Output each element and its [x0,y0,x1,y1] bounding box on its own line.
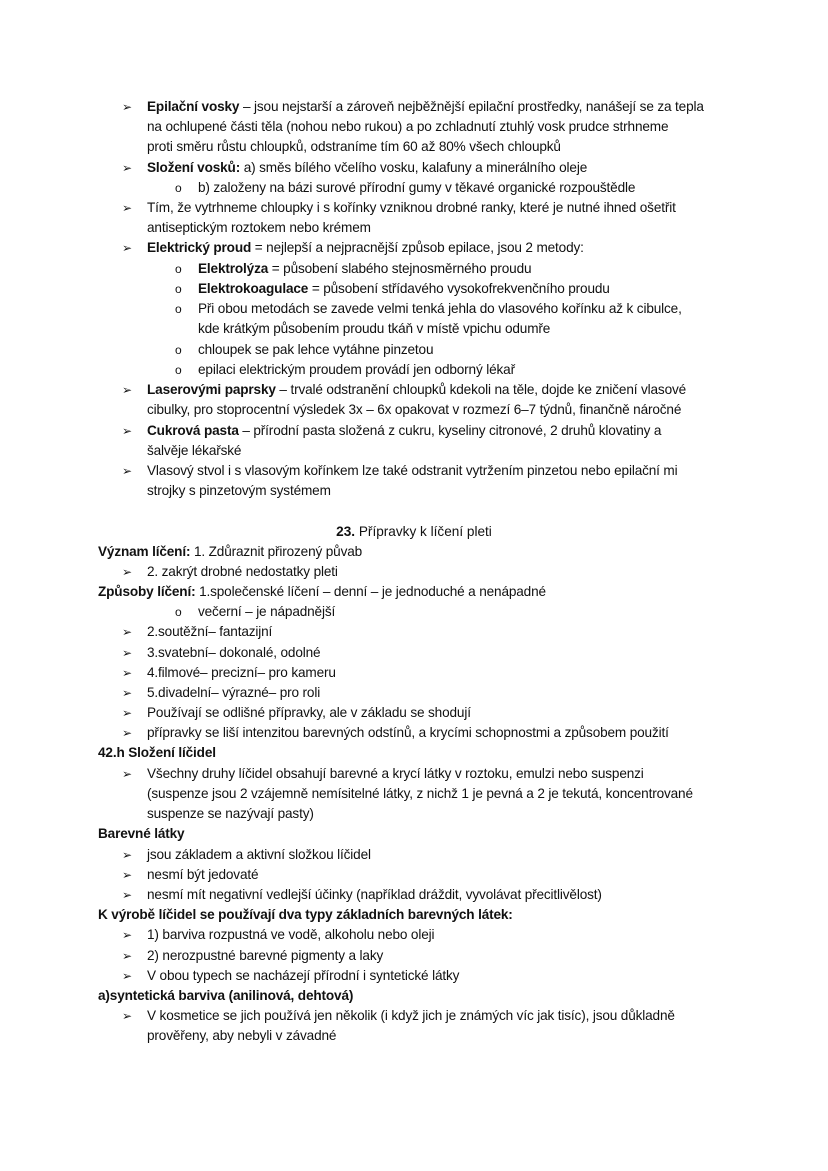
item-text: a) směs bílého včelího vosku, kalafuny a minerálního oleje [240,160,588,175]
list-item: 3.svatební– dokonalé, odolné [147,645,321,660]
list-item [147,238,584,258]
list-item: nesmí mít negativní vedlejší účinky (například dráždit, vyvolávat přecitlivělost) [147,887,602,902]
list-item-continuation: (suspenze jsou 2 vzájemně nemísitelné látky, z nichž 1 je pevná a 2 je tekutá, koncentrované [147,786,693,801]
subheading: a)syntetická barviva (anilinová, dehtová) [98,988,354,1003]
sub-list-item: Při obou metodách se zavede velmi tenká jehla do vlasového kořínku až k cibulce, [198,301,682,316]
arrow-bullet-icon: ➢ [122,767,133,781]
label: Význam líčení: [98,544,191,559]
sub-list-item [198,279,610,299]
label-text: 1.společenské líčení – denní – je jednoduché a nenápadné [195,584,546,599]
list-item: 5.divadelní– výrazné– pro roli [147,685,321,700]
sub-list-item: epilaci elektrickým proudem provádí jen odborný lékař [198,362,515,377]
list-item: 4.filmové– precizní– pro kameru [147,665,336,680]
arrow-bullet-icon: ➢ [122,686,133,700]
list-item-continuation: strojky s pinzetovým systémem [147,483,331,498]
list-item [147,97,704,117]
arrow-bullet-icon: ➢ [122,888,133,902]
list-item-continuation: na ochlupené části těla (nohou nebo rukou) a po zchladnutí ztuhlý vosk prudce strhneme [147,119,669,134]
sub-list-item [198,259,531,279]
term: Elektrokoagulace [198,281,309,296]
list-item-continuation: antiseptickým roztokem nebo krémem [147,220,371,235]
circle-bullet-icon: o [175,343,182,357]
arrow-bullet-icon: ➢ [122,161,133,175]
arrow-bullet-icon: ➢ [122,1009,133,1023]
circle-bullet-icon: o [175,282,182,296]
term: Epilační vosky [147,99,240,114]
sub-list-item: b) založeny na bázi surové přírodní gumy v těkavé organické rozpouštědle [198,180,636,195]
subheading: Barevné látky [98,826,185,841]
arrow-bullet-icon: ➢ [122,241,133,255]
item-text: – trvalé odstranění chloupků kdekoli na těle, dojde ke zničení vlasové [275,382,687,397]
arrow-bullet-icon: ➢ [122,201,133,215]
circle-bullet-icon: o [175,302,182,316]
zpusoby-line [98,582,546,602]
arrow-bullet-icon: ➢ [122,646,133,660]
list-item: 2) nerozpustné barevné pigmenty a laky [147,948,384,963]
vyznam-line [98,542,362,562]
circle-bullet-icon: o [175,363,182,377]
item-text: = nejlepší a nejpracnější způsob epilace, jsou 2 metody: [251,240,584,255]
list-item: V kosmetice se jich používá jen několik (i když jich je známých víc jak tisíc), jsou důkladně [147,1008,675,1023]
list-item: Vlasový stvol i s vlasovým kořínkem lze také odstranit vytržením pinzetou nebo epilační mi [147,463,678,478]
circle-bullet-icon: o [175,262,182,276]
list-item: nesmí být jedovaté [147,867,259,882]
arrow-bullet-icon: ➢ [122,424,133,438]
arrow-bullet-icon: ➢ [122,666,133,680]
arrow-bullet-icon: ➢ [122,949,133,963]
term: Elektrolýza [198,261,269,276]
term: Elektrický proud [147,240,252,255]
arrow-bullet-icon: ➢ [122,383,133,397]
sub-list-item: večerní – je nápadnější [198,604,336,619]
list-item: Tím, že vytrhneme chloupky i s kořínky vzniknou drobné ranky, které je nutné ihned ošetřit [147,200,676,215]
list-item: Používají se odlišné přípravky, ale v základu se shodují [147,705,471,720]
list-item [147,158,587,178]
item-text: – jsou nejstarší a zároveň nejběžnější epilační prostředky, nanášejí se za tepla [239,99,704,114]
label: Způsoby líčení: [98,584,196,599]
list-item: jsou základem a aktivní složkou líčidel [147,847,371,862]
list-item: Všechny druhy líčidel obsahují barevné a krycí látky v roztoku, emulzi nebo suspenzi [147,766,644,781]
list-item: 2. zakrýt drobné nedostatky pleti [147,564,338,579]
list-item-continuation: prověřeny, aby nebyli v závadné [147,1028,337,1043]
arrow-bullet-icon: ➢ [122,100,133,114]
section-title [0,522,828,542]
arrow-bullet-icon: ➢ [122,726,133,740]
list-item: V obou typech se nacházejí přírodní i syntetické látky [147,968,460,983]
arrow-bullet-icon: ➢ [122,464,133,478]
item-text: = působení střídavého vysokofrekvenčního proudu [308,281,610,296]
list-item [147,421,661,441]
section-title-text: Přípravky k líčení pleti [355,524,492,539]
arrow-bullet-icon: ➢ [122,706,133,720]
list-item-continuation: cibulky, pro stoprocentní výsledek 3x – 6x opakovat v rozmezí 6–7 týdnů, finančně náročné [147,402,682,417]
arrow-bullet-icon: ➢ [122,625,133,639]
item-text: – přírodní pasta složená z cukru, kyseliny citronové, 2 druhů klovatiny a [238,423,662,438]
list-item [147,380,686,400]
sub-list-item-continuation: kde krátkým působením proudu tkáň v místě vpichu odumře [198,321,551,336]
item-text: = působení slabého stejnosměrného proudu [268,261,532,276]
list-item: přípravky se liší intenzitou barevných odstínů, a krycími schopnostmi a způsobem použití [147,725,669,740]
list-item: 2.soutěžní– fantazijní [147,624,273,639]
section-number: 23. [336,524,356,539]
arrow-bullet-icon: ➢ [122,868,133,882]
arrow-bullet-icon: ➢ [122,928,133,942]
circle-bullet-icon: o [175,605,182,619]
term: Laserovými paprsky [147,382,276,397]
list-item-continuation: proti směru růstu chloupků, odstraníme tím 60 až 80% všech chloupků [147,139,561,154]
subheading: K výrobě líčidel se používají dva typy základních barevných látek: [98,907,513,922]
label-text: 1. Zdůraznit přirozený půvab [190,544,363,559]
section-heading: 42.h Složení líčidel [98,745,216,760]
circle-bullet-icon: o [175,181,182,195]
list-item-continuation: suspenze se nazývají pasty) [147,806,314,821]
arrow-bullet-icon: ➢ [122,848,133,862]
term: Složení vosků: [147,160,241,175]
sub-list-item: chloupek se pak lehce vytáhne pinzetou [198,342,434,357]
list-item: 1) barviva rozpustná ve vodě, alkoholu nebo oleji [147,927,435,942]
term: Cukrová pasta [147,423,239,438]
list-item-continuation: šalvěje lékařské [147,443,242,458]
arrow-bullet-icon: ➢ [122,565,133,579]
arrow-bullet-icon: ➢ [122,969,133,983]
